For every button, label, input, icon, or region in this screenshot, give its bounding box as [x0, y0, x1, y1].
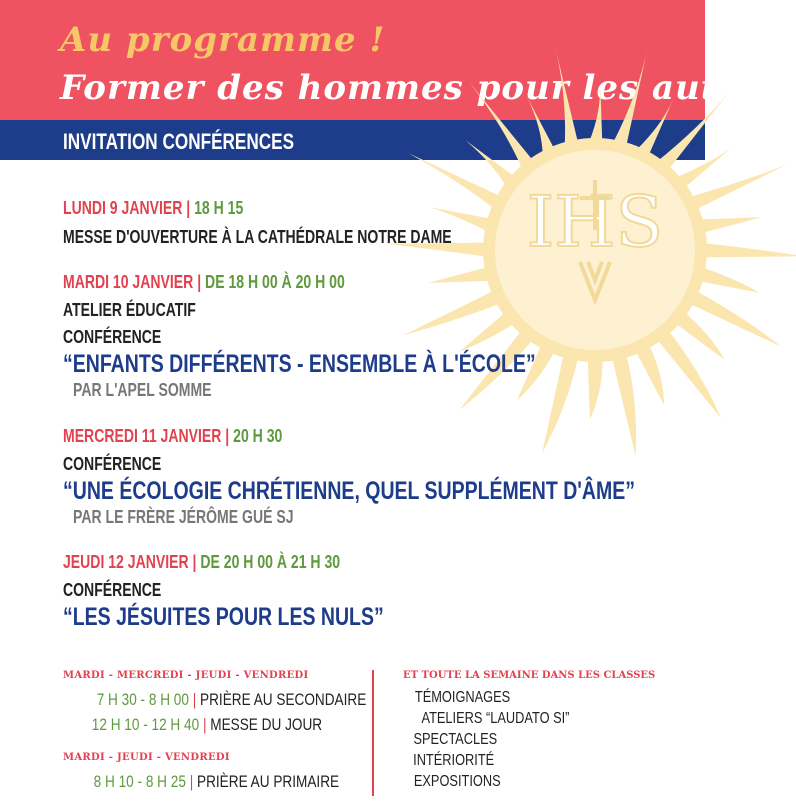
- class-activity: SPECTACLES: [413, 731, 498, 748]
- separator: |: [202, 715, 207, 734]
- header-banner: [0, 0, 780, 120]
- separator: |: [197, 272, 202, 292]
- talk-title: “LES JÉSUITES POUR LES NULS”: [63, 603, 384, 631]
- event-time: 18 H 15: [194, 198, 244, 218]
- class-activity: EXPOSITIONS: [413, 773, 501, 790]
- schedule-row: [94, 772, 339, 792]
- event-kind: CONFÉRENCE: [63, 580, 162, 600]
- event-date-line: [63, 272, 345, 293]
- class-activity: ATELIERS “LAUDATO SI”: [421, 710, 570, 727]
- column-divider: [372, 670, 374, 796]
- separator: |: [225, 426, 230, 446]
- class-activity: INTÉRIORITÉ: [413, 752, 495, 769]
- separator: |: [189, 772, 194, 791]
- event-time: DE 20 H 00 À 21 H 30: [200, 552, 341, 572]
- event-description: MESSE D'OUVERTURE À LA CATHÉDRALE NOTRE DAME: [63, 227, 452, 247]
- schedule-time: 8 H 10 - 8 H 25: [93, 772, 186, 791]
- speaker: PAR L'APEL SOMME: [73, 380, 212, 400]
- schedule-heading-1: MARDI - MERCREDI - JEUDI - VENDREDI: [63, 670, 309, 681]
- talk-title: “UNE ÉCOLOGIE CHRÉTIENNE, QUEL SUPPLÉMENT D'ÂME”: [63, 477, 635, 505]
- tagline: Au programme !: [60, 20, 386, 60]
- schedule-row: [92, 715, 322, 735]
- class-activity: TÉMOIGNAGES: [414, 689, 511, 706]
- event-date-line: [63, 552, 340, 573]
- schedule-row: [97, 690, 367, 710]
- event-kind: CONFÉRENCE: [63, 454, 162, 474]
- event-2: [63, 272, 669, 401]
- sun-ray: [700, 243, 796, 258]
- event-1: [63, 198, 561, 248]
- ihs-monogram: IHS: [526, 181, 664, 263]
- event-date: LUNDI 9 JANVIER: [63, 198, 183, 218]
- event-kind: CONFÉRENCE: [63, 327, 162, 347]
- separator: |: [192, 552, 197, 572]
- separator: |: [186, 198, 191, 218]
- event-4: [63, 552, 474, 632]
- schedule-time: 7 H 30 - 8 H 00: [96, 690, 189, 709]
- event-date: JEUDI 12 JANVIER: [63, 552, 189, 572]
- event-activity: ATELIER ÉDUCATIF: [63, 300, 196, 320]
- event-date: MERCREDI 11 JANVIER: [63, 426, 222, 446]
- schedule-label: PRIÈRE AU PRIMAIRE: [197, 772, 340, 791]
- separator: |: [192, 690, 197, 709]
- schedule-label: MESSE DU JOUR: [210, 715, 323, 734]
- event-time: 20 H 30: [233, 426, 283, 446]
- band-title: INVITATION CONFÉRENCES: [63, 129, 295, 154]
- event-date-line: [63, 198, 243, 219]
- event-date-line: [63, 426, 282, 447]
- schedule-heading-2: MARDI - JEUDI - VENDREDI: [63, 752, 230, 763]
- event-time: DE 18 H 00 À 20 H 00: [205, 272, 345, 292]
- schedule-time: 12 H 10 - 12 H 40: [91, 715, 200, 734]
- schedule-label: PRIÈRE AU SECONDAIRE: [200, 690, 367, 709]
- headline: Former des hommes pour les autres: [60, 68, 780, 108]
- event-3: [63, 426, 796, 528]
- talk-title: “ENFANTS DIFFÉRENTS - ENSEMBLE À L'ÉCOLE”: [63, 350, 536, 378]
- event-date: MARDI 10 JANVIER: [63, 272, 194, 292]
- classes-heading: ET TOUTE LA SEMAINE DANS LES CLASSES: [403, 670, 656, 681]
- speaker: PAR LE FRÈRE JÉRÔME GUÉ SJ: [73, 507, 294, 527]
